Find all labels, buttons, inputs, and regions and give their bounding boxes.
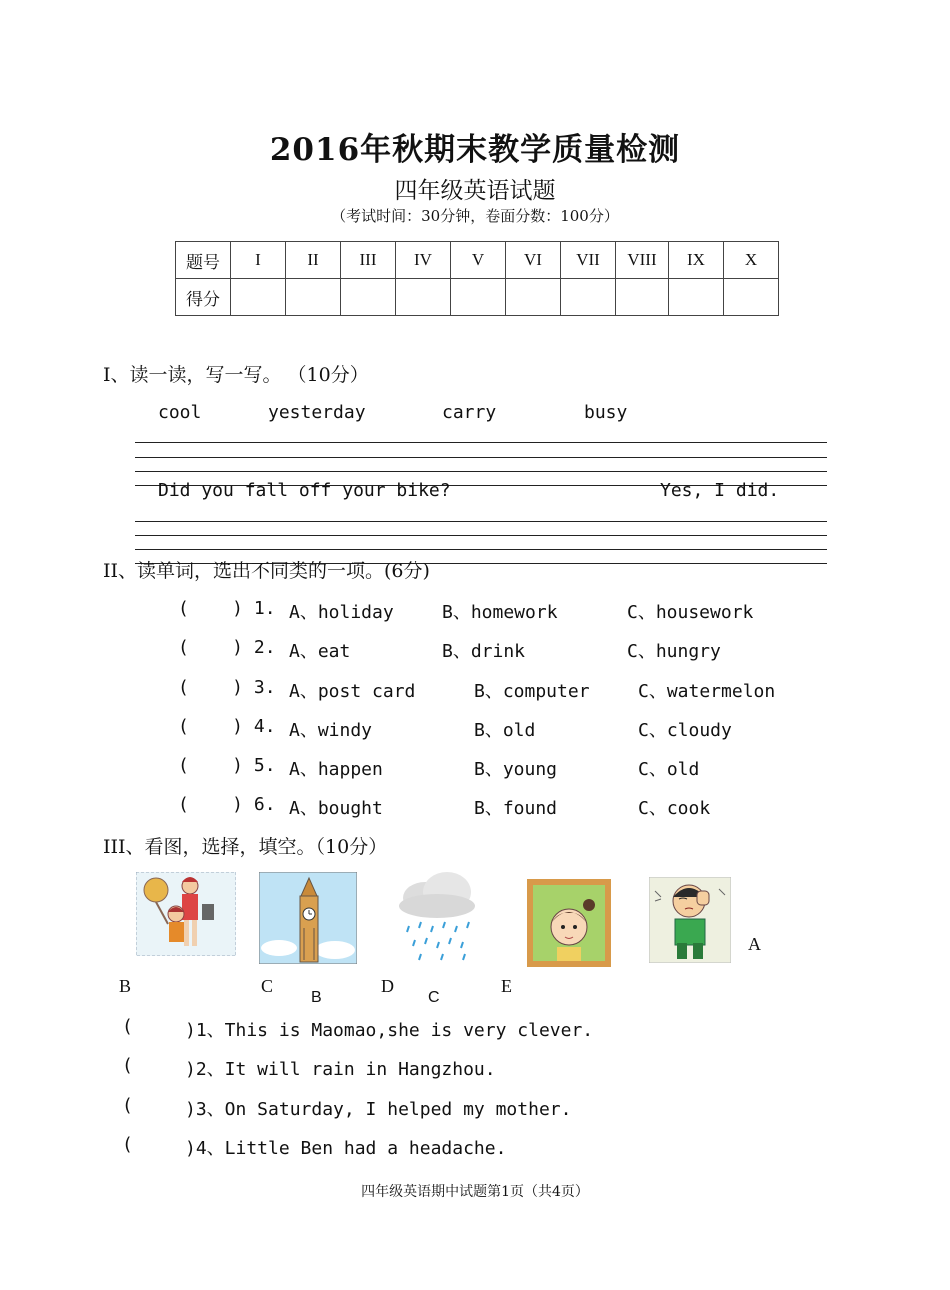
fill-sentence: )1、This is Maomao,she is very clever. [185, 1020, 594, 1041]
picture-label: B [119, 976, 132, 996]
word-carry: carry [442, 402, 497, 423]
score-table-col: I [231, 242, 286, 279]
score-table [175, 241, 779, 316]
option-a: A、holiday [289, 602, 394, 623]
option-b: B、computer [474, 681, 590, 702]
fill-sentence: )2、It will rain in Hangzhou. [185, 1059, 496, 1080]
option-c: C、housework [627, 602, 754, 623]
q-prefix: ( ) 4. [178, 716, 276, 737]
score-table-row-label: 得分 [176, 279, 231, 316]
score-table-header-row [176, 242, 779, 279]
section1-question: Did you fall off your bike? [158, 480, 451, 501]
exam-note: （考试时间：30分钟，卷面分数：100分） [331, 207, 619, 225]
answer-paren[interactable]: ( [122, 1055, 133, 1076]
section2-heading: II、读单词，选出不同类的一项。(6分) [103, 560, 430, 582]
exam-subtitle: 四年级英语试题 [394, 178, 556, 204]
picture-label-a: A [748, 934, 761, 954]
word-cool: cool [158, 402, 202, 423]
score-table-col: VI [506, 242, 561, 279]
score-table-row-label: 题号 [176, 242, 231, 279]
option-b: B、old [474, 720, 536, 741]
score-table-col: III [341, 242, 396, 279]
writing-line[interactable] [135, 521, 827, 522]
writing-line[interactable] [135, 457, 827, 458]
score-cell[interactable] [669, 279, 724, 316]
option-a: A、bought [289, 798, 383, 819]
answer-paren[interactable]: ( [122, 1016, 133, 1037]
word-busy: busy [584, 402, 628, 423]
option-c: C、cook [638, 798, 711, 819]
option-a: A、post card [289, 681, 416, 702]
q-prefix: ( ) 2. [178, 637, 276, 658]
option-c: C、cloudy [638, 720, 732, 741]
option-b: B、young [474, 759, 558, 780]
option-a: A、eat [289, 641, 351, 662]
score-cell[interactable] [396, 279, 451, 316]
score-table-col: VII [561, 242, 616, 279]
score-cell[interactable] [231, 279, 286, 316]
score-cell[interactable] [451, 279, 506, 316]
fill-sentence: )4、Little Ben had a headache. [185, 1138, 507, 1159]
section3-heading: III、看图，选择，填空。（10分） [103, 836, 388, 858]
score-cell[interactable] [561, 279, 616, 316]
word-yesterday: yesterday [268, 402, 366, 423]
score-table-col: IV [396, 242, 451, 279]
children-picture [136, 872, 236, 956]
section1-answer: Yes, I did. [660, 480, 780, 501]
option-a: A、windy [289, 720, 373, 741]
fill-sentence: )3、On Saturday, I helped my mother. [185, 1099, 572, 1120]
option-a: A、happen [289, 759, 383, 780]
exam-title: 2016年秋期末教学质量检测 [269, 132, 681, 168]
stray-label: C [428, 989, 440, 1006]
option-c: C、watermelon [638, 681, 776, 702]
score-table-col: VIII [616, 242, 669, 279]
picture-label: E [501, 976, 512, 996]
score-table-col: V [451, 242, 506, 279]
writing-line[interactable] [135, 549, 827, 550]
score-table-col: X [724, 242, 779, 279]
q-prefix: ( ) 1. [178, 598, 276, 619]
picture-label: C [261, 976, 274, 996]
option-c: C、old [638, 759, 700, 780]
clock-tower-picture [259, 872, 357, 964]
answer-paren[interactable]: ( [122, 1134, 133, 1155]
boy-headache-picture [649, 877, 731, 963]
writing-line[interactable] [135, 535, 827, 536]
score-cell[interactable] [341, 279, 396, 316]
score-cell[interactable] [506, 279, 561, 316]
score-table-score-row [176, 279, 779, 316]
girl-portrait-picture [527, 879, 611, 967]
option-b: B、homework [442, 602, 558, 623]
score-table-col: IX [669, 242, 724, 279]
stray-label: B [311, 989, 322, 1006]
score-cell[interactable] [724, 279, 779, 316]
answer-paren[interactable]: ( [122, 1095, 133, 1116]
q-prefix: ( ) 3. [178, 677, 276, 698]
score-table-col: II [286, 242, 341, 279]
option-b: B、found [474, 798, 558, 819]
section1-heading: I、读一读，写一写。 （10分） [103, 364, 369, 386]
score-cell[interactable] [286, 279, 341, 316]
writing-line[interactable] [135, 471, 827, 472]
score-cell[interactable] [616, 279, 669, 316]
rain-cloud-picture [395, 870, 481, 962]
q-prefix: ( ) 5. [178, 755, 276, 776]
q-prefix: ( ) 6. [178, 794, 276, 815]
page-footer: 四年级英语期中试题第1页（共4页） [361, 1184, 589, 1200]
writing-line[interactable] [135, 442, 827, 443]
picture-label: D [381, 976, 394, 996]
option-c: C、hungry [627, 641, 721, 662]
option-b: B、drink [442, 641, 526, 662]
